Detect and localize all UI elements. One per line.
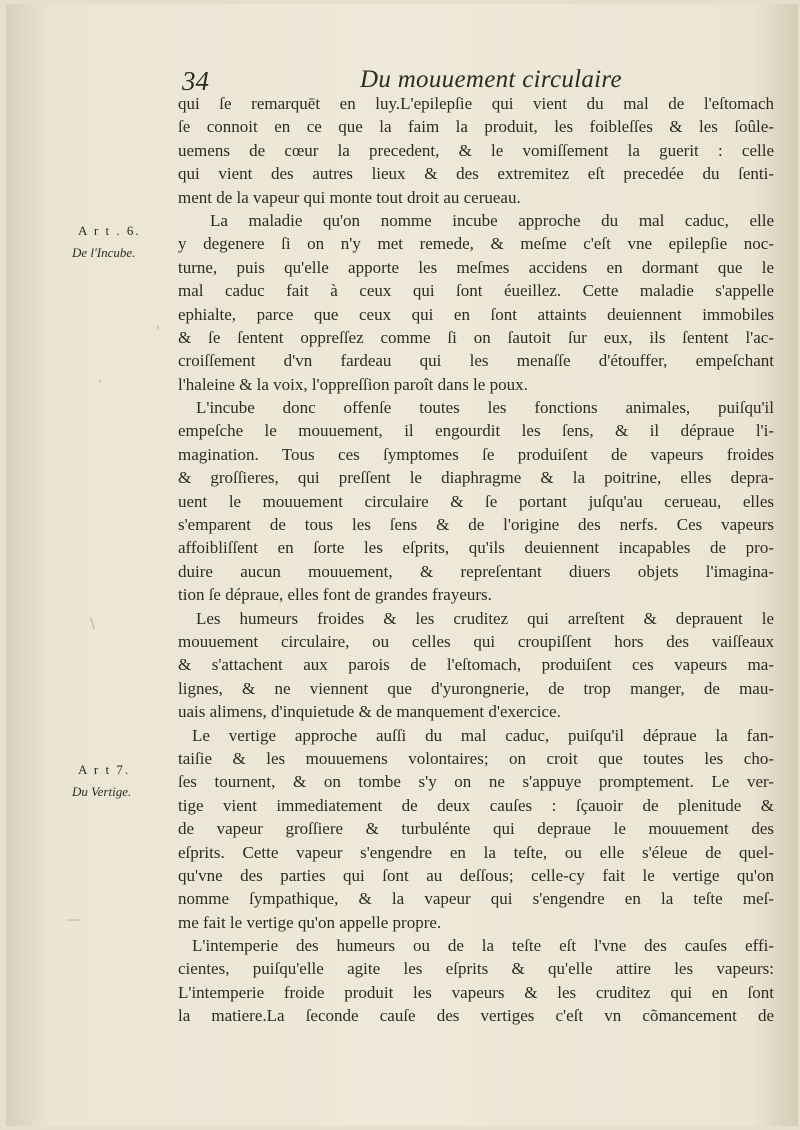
text-line: cientes, puiſqu'elle agite les eſprits & qu'elle attire les vapeurs: <box>178 959 774 979</box>
text-line: duire aucun mouuement, & repreſentant diuers objets l'imagina- <box>178 561 774 581</box>
page-number: 34 <box>182 66 209 96</box>
text-line: Les humeurs froides & les cruditez qui arreſtent & deprauent le <box>196 608 774 628</box>
text-line: uemens de cœur la precedent, & le vomiſſement la guerit : celle <box>178 140 774 160</box>
text-line: Le vertige approche auſſi du mal caduc, puiſqu'il dépraue la fan- <box>192 725 774 745</box>
text-line: tion ſe dépraue, elles font de grandes frayeurs. <box>178 585 492 605</box>
text-line: eſprits. Cette vapeur s'engendre en la teſte, ou elle s'éleue de quel- <box>178 842 774 862</box>
text-line: nomme ſympathique, & la vapeur qui s'engendre en la teſte meſ- <box>178 889 774 909</box>
text-line: & s'attachent aux parois de l'eſtomach, produiſent ces vapeurs ma- <box>178 655 774 675</box>
text-line: uais alimens, d'inquietude & de manquement d'exercice. <box>178 702 561 722</box>
text-line: L'incube donc offenſe toutes les fonctions animales, puiſqu'il <box>196 398 774 418</box>
text-line: qui ſe remarquēt en luy.L'epilepſie qui vient du mal de l'eſtomach <box>178 94 774 113</box>
text-line: La maladie qu'on nomme incube approche du mal caduc, elle <box>210 210 774 230</box>
text-line: y degenere ſi on n'y met remede, & meſme c'eſt vne epilepſie noc- <box>178 234 774 254</box>
text-line: affoibliſſent en ſorte les eſprits, qu'ils deuiennent incapables de pro- <box>178 538 774 558</box>
text-line: l'haleine & la voix, l'oppreſſion paroît dans le poux. <box>178 374 528 394</box>
text-line: mal caduc fait à ceux qui ſont éueillez. Cette maladie s'appelle <box>178 281 774 301</box>
running-title: Du mouuement circulaire <box>360 66 622 93</box>
text-line: & groſſieres, qui preſſent le diaphragme & la poitrine, elles depra- <box>178 468 774 488</box>
text-line: turne, puis qu'elle apporte les meſmes accidens en dormant que le <box>178 257 774 277</box>
text-line: de vapeur groſſiere & turbulénte qui depraue le mouuement des <box>178 819 774 839</box>
text-line: L'intemperie froide produit les vapeurs & les cruditez qui en ſont <box>178 982 774 1002</box>
margin-subject-incube: De l'Incube. <box>72 245 136 260</box>
body-text <box>178 92 774 1028</box>
page-speck: · <box>98 374 103 390</box>
text-line: uent le mouuement circulaire & ſe portant juſqu'au cerueau, elles <box>178 491 774 511</box>
text-line: lignes, & ne viennent que d'yurongnerie, de trop manger, de mau- <box>178 678 774 698</box>
text-line: ſes tournent, & on tombe s'y on ne s'appuye promptement. Le ver- <box>178 772 774 792</box>
text-line: croiſſement d'vn fardeau qui les menaſſe d'étouffer, empeſchant <box>178 351 774 371</box>
page-speck: — <box>66 912 80 928</box>
text-line: L'intemperie des humeurs ou de la teſte eſt l'vne des cauſes effi- <box>192 936 774 956</box>
text-line: la matiere.La ſeconde cauſe des vertiges c'eſt vn cõmancement de <box>178 1006 774 1026</box>
book-page <box>6 4 798 1126</box>
text-line: taiſie & les mouuemens volontaires; on croit que toutes les cho- <box>178 748 774 768</box>
text-line: mouuement circulaire, ou celles qui croupiſſent hors des vaiſſeaux <box>178 631 774 651</box>
text-line: ſe connoit en ce que la faim la produit, les foibleſſes & les ſoûle- <box>178 117 774 137</box>
text-line: empeſche le mouuement, il engourdit les ſens, & il dépraue l'i- <box>178 421 774 441</box>
margin-article-7: A r t 7. <box>78 762 131 777</box>
text-line: s'emparent de tous les ſens & de l'origine des nerfs. Ces vapeurs <box>178 515 774 535</box>
text-line: me fait le vertige qu'on appelle propre. <box>178 912 442 932</box>
text-line: ephialte, parce que ceux qui en ſont attaints deuiennent immobiles <box>178 304 774 324</box>
text-line: ment de la vapeur qui monte tout droit au cerueau. <box>178 187 521 207</box>
text-line: & ſe ſentent oppreſſez comme ſi on ſautoit ſur eux, ils ſentent l'ac- <box>178 327 774 347</box>
page-speck: \ <box>90 616 95 632</box>
text-line: qu'vne des parties qui ſont au deſſous; celle-cy fait le vertige qu'on <box>178 865 774 885</box>
page-speck: ' <box>156 324 160 340</box>
text-line: magination. Tous ces ſymptomes ſe produiſent de vapeurs froides <box>178 444 774 464</box>
margin-article-6: A r t . 6. <box>78 223 141 238</box>
text-line: qui vient des autres lieux & des extremitez eſt precedée du ſenti- <box>178 164 774 184</box>
margin-subject-vertige: Du Vertige. <box>72 784 132 799</box>
text-line: tige vient immediatement de deux cauſes : ſçauoir de plenitude & <box>178 795 774 815</box>
